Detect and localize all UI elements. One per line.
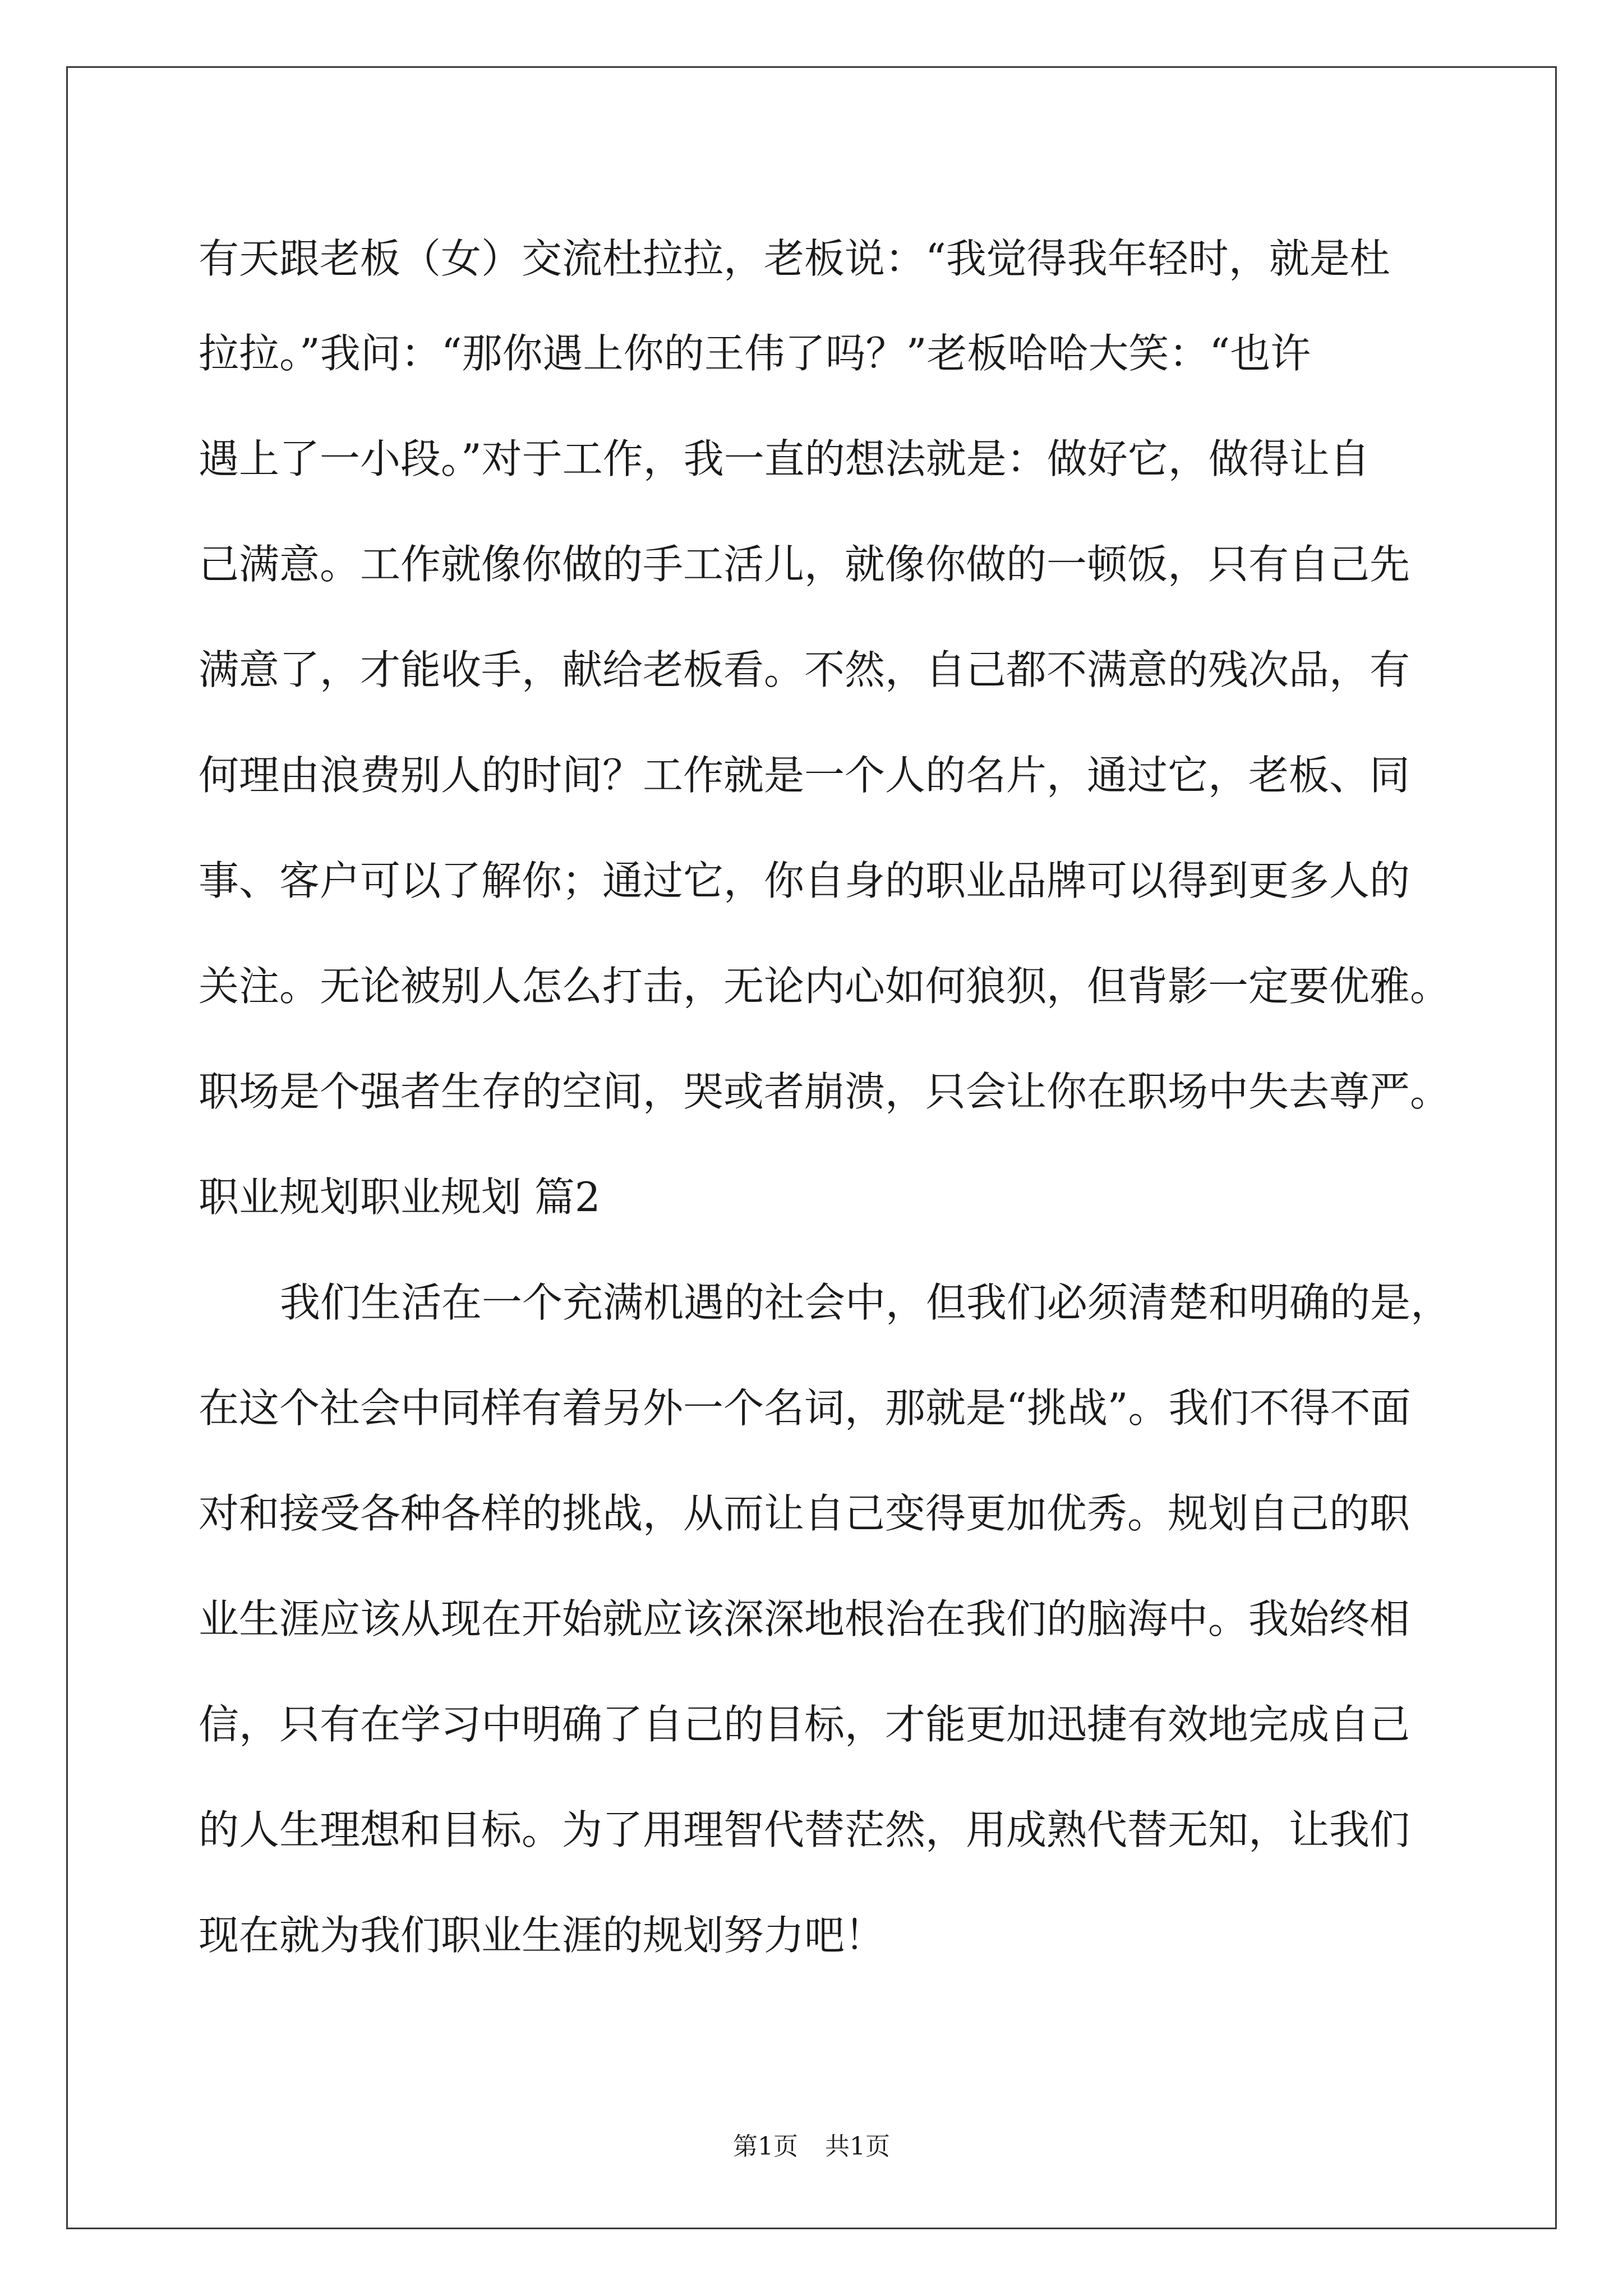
paragraph-line: 对和接受各种各样的挑战，从而让自己变得更加优秀。规划自己的职 — [199, 1490, 1410, 1537]
paragraph-line: 事、客户可以了解你；通过它，你自身的职业品牌可以得到更多人的 — [199, 857, 1410, 904]
paragraph-line: 现在就为我们职业生涯的规划努力吧！ — [199, 1912, 886, 1959]
paragraph-line: 满意了，才能收手，献给老板看。不然，自己都不满意的残次品，有 — [199, 646, 1410, 693]
paragraph-line: 在这个社会中同样有着另外一个名词，那就是“挑战”。我们不得不面 — [199, 1384, 1411, 1432]
document-body — [199, 217, 1477, 1988]
page-number-total: 共1页 — [825, 2132, 890, 2161]
paragraph-line: 拉拉。”我问：“那你遇上你的王伟了吗？”老板哈哈大笑：“也许 — [199, 330, 1311, 377]
section-heading: 职业规划职业规划 篇2 — [199, 1174, 601, 1221]
paragraph-line: 有天跟老板（女）交流杜拉拉，老板说：“我觉得我年轻时，就是杜 — [199, 235, 1390, 282]
paragraph-line: 遇上了一小段。”对于工作，我一直的想法就是：做好它，做得让自 — [199, 435, 1370, 482]
page-footer — [0, 2126, 1623, 2162]
paragraph-line: 职场是个强者生存的空间，哭或者崩溃，只会让你在职场中失去尊严。 — [199, 1068, 1451, 1115]
paragraph-line: 关注。无论被别人怎么打击，无论内心如何狼狈，但背影一定要优雅。 — [199, 963, 1451, 1010]
paragraph-line: 业生涯应该从现在开始就应该深深地根治在我们的脑海中。我始终相 — [199, 1595, 1410, 1642]
paragraph-line: 己满意。工作就像你做的手工活儿，就像你做的一顿饭，只有自己先 — [199, 541, 1410, 588]
paragraph-line: 信，只有在学习中明确了自己的目标，才能更加迅捷有效地完成自己 — [199, 1701, 1410, 1748]
paragraph-line: 何理由浪费别人的时间？工作就是一个人的名片，通过它，老板、同 — [199, 752, 1410, 799]
paragraph-line: 我们生活在一个充满机遇的社会中，但我们必须清楚和明确的是， — [280, 1279, 1451, 1326]
paragraph-line: 的人生理想和目标。为了用理智代替茫然，用成熟代替无知，让我们 — [199, 1806, 1410, 1853]
page-number-current: 第1页 — [733, 2132, 798, 2161]
